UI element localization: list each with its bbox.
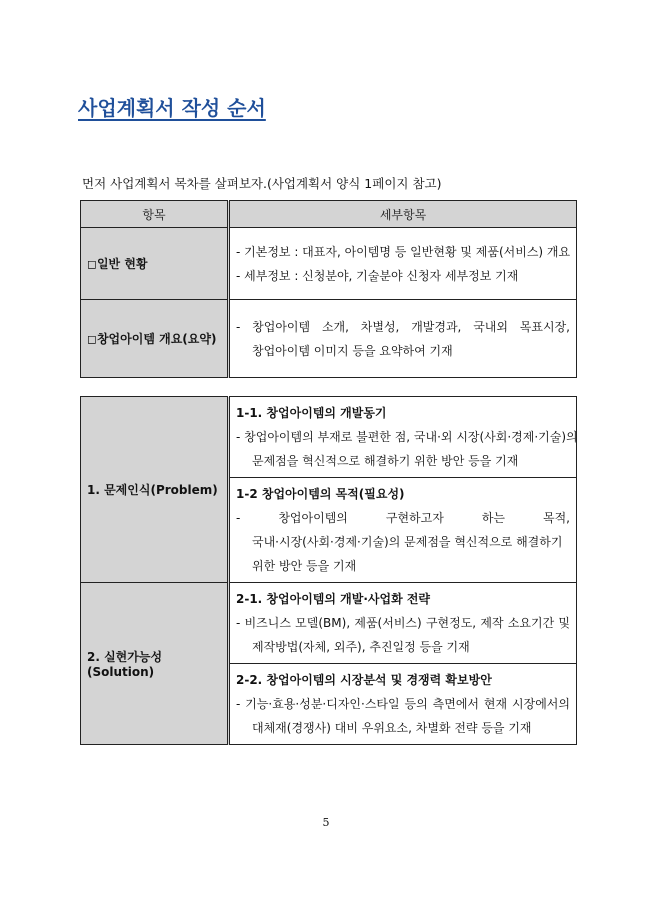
row-label-summary: ◻창업아이템 개요(요약)	[81, 300, 229, 378]
table-row	[81, 397, 577, 478]
item-title: 1-2 창업아이템의 목적(필요성)	[236, 487, 405, 501]
detail-line: - 기능·효용·성분·디자인·스타일 등의 측면에서 현재 시장에서의	[236, 697, 570, 711]
detail-cell	[229, 583, 577, 664]
item-title: 1-1. 창업아이템의 개발동기	[236, 406, 387, 420]
overview-table	[80, 200, 577, 378]
intro-text: 먼저 사업계획서 목차를 살펴보자.(사업계획서 양식 1페이지 참고)	[82, 176, 442, 191]
detail-line: - 창업아이템 소개, 차별성, 개발경과, 국내외 목표시장,	[236, 319, 570, 334]
page-number: 5	[322, 816, 330, 829]
table-header-row	[81, 201, 577, 228]
page-title: 사업계획서 작성 순서	[78, 96, 266, 120]
detail-cell	[229, 664, 577, 745]
row-label-general: ◻일반 현황	[81, 228, 229, 300]
item-title: 2-1. 창업아이템의 개발·사업화 전략	[236, 592, 431, 606]
detail-line: 제작방법(자체, 외주), 추진일정 등을 기재	[252, 640, 470, 654]
header-detail: 세부항목	[229, 201, 577, 228]
table-row	[81, 228, 577, 300]
section-label-solution: 2. 실현가능성(Solution)	[81, 583, 229, 745]
detail-line: - 기본정보 : 대표자, 아이템명 등 일반현황 및 제품(서비스) 개요	[236, 244, 571, 259]
detail-line: 창업아이템 이미지 등을 요약하여 기재	[252, 343, 453, 358]
detail-line: - 창업아이템의 부재로 불편한 점, 국내·외 시장(사회·경제·기술)의	[236, 430, 578, 444]
detail-table	[80, 396, 577, 745]
detail-line: - 세부정보 : 신청분야, 기술분야 신청자 세부정보 기재	[236, 268, 519, 283]
row-detail-general	[229, 228, 577, 300]
item-title: 2-2. 창업아이템의 시장분석 및 경쟁력 확보방안	[236, 673, 492, 687]
detail-cell	[229, 478, 577, 583]
detail-line: 국내·시장(사회·경제·기술)의 문제점을 혁신적으로 해결하기	[252, 535, 563, 549]
detail-line: - 창업아이템의 구현하고자 하는 목적,	[236, 511, 570, 525]
detail-line: 위한 방안 등을 기재	[252, 559, 357, 573]
detail-line: - 비즈니스 모델(BM), 제품(서비스) 구현정도, 제작 소요기간 및	[236, 616, 570, 630]
header-item: 항목	[81, 201, 229, 228]
section-label-problem: 1. 문제인식(Problem)	[81, 397, 229, 583]
row-detail-summary	[229, 300, 577, 378]
table-row	[81, 300, 577, 378]
table-row	[81, 583, 577, 664]
detail-cell	[229, 397, 577, 478]
detail-line: 대체재(경쟁사) 대비 우위요소, 차별화 전략 등을 기재	[252, 721, 532, 735]
detail-line: 문제점을 혁신적으로 해결하기 위한 방안 등을 기재	[252, 454, 519, 468]
